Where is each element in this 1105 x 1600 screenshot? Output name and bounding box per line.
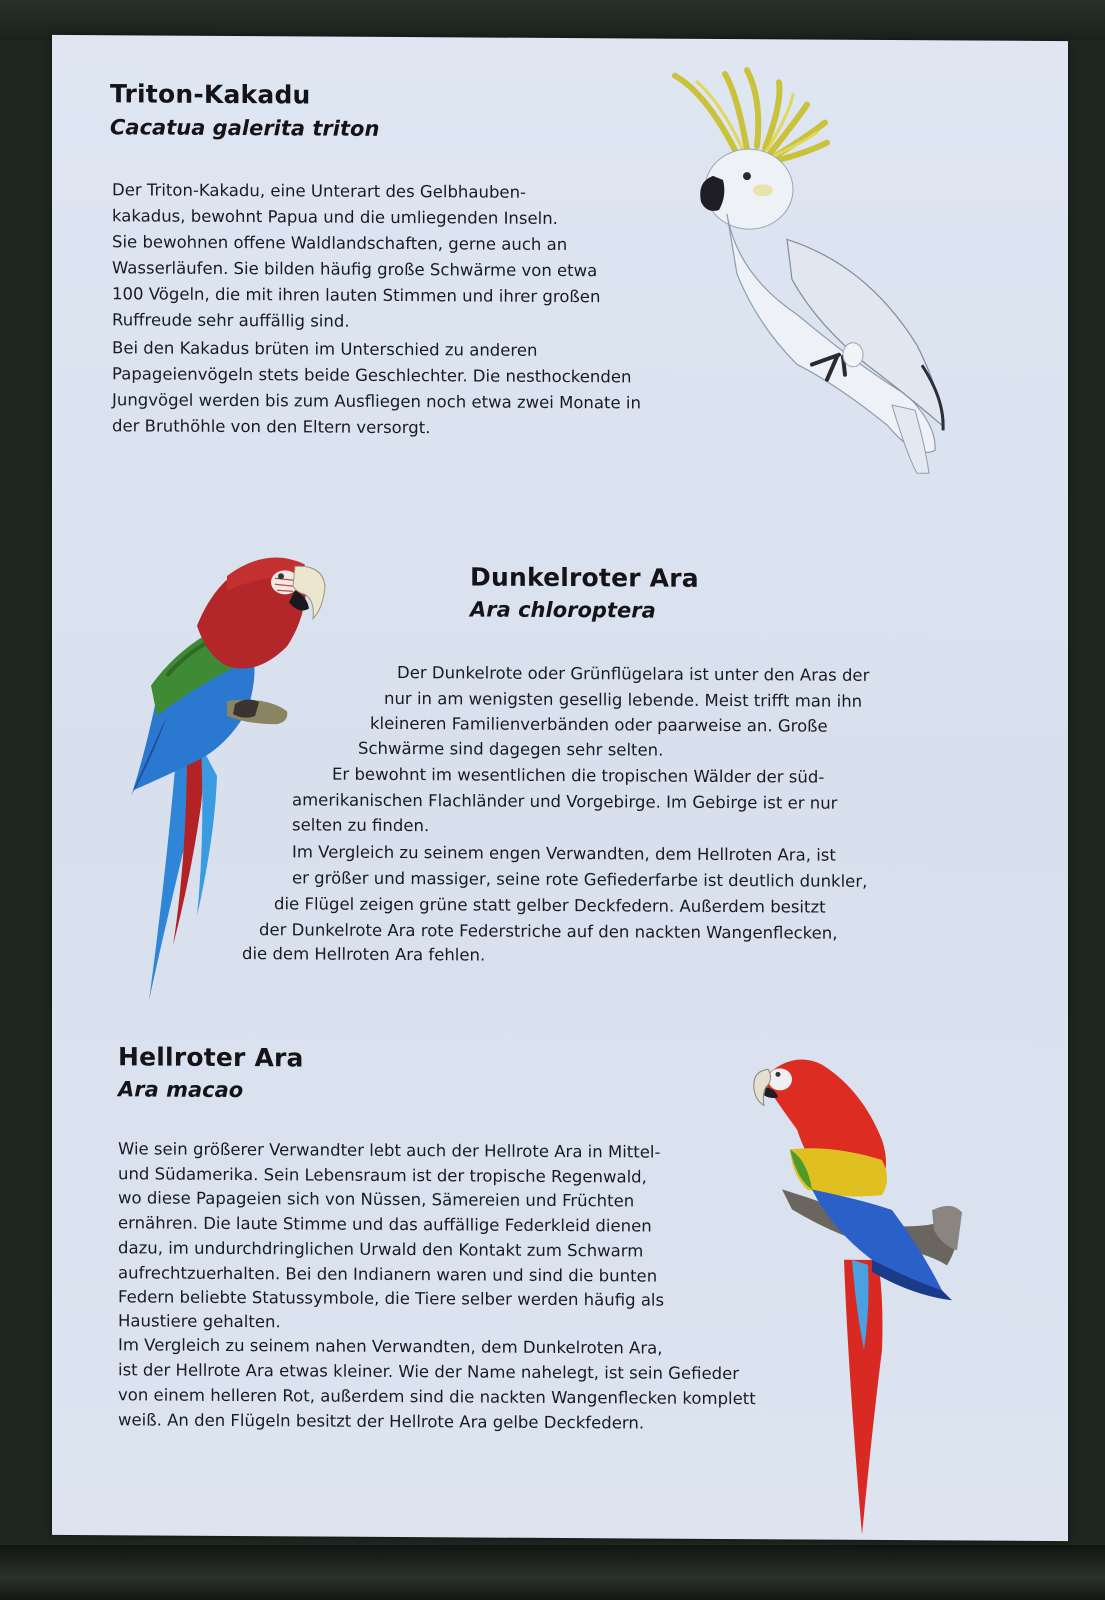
description-line: der Bruthöhle von den Eltern versorgt.	[112, 416, 431, 438]
description-line: ist der Hellrote Ara etwas kleiner. Wie der Name nahelegt, ist sein Gefieder	[118, 1360, 740, 1384]
common-name: Hellroter Ara	[118, 1042, 304, 1073]
description-line: und Südamerika. Sein Lebensraum ist der tropische Regenwald,	[118, 1164, 647, 1187]
description-line: 100 Vögeln, die mit ihren lauten Stimmen und ihrer großen	[112, 284, 601, 307]
description-line: kleineren Familienverbänden oder paarweise an. Große	[370, 713, 828, 736]
common-name: Dunkelroter Ara	[470, 562, 699, 593]
description-line: Im Vergleich zu seinem nahen Verwandten, dem Dunkelroten Ara,	[118, 1335, 663, 1358]
sulphur-crested-cockatoo-illustration	[667, 64, 967, 476]
description-line: kakadus, bewohnt Papua und die umliegenden Inseln.	[112, 206, 558, 228]
description-line: Papageienvögeln stets beide Geschlechter. Die nesthockenden	[112, 364, 632, 387]
description-line: die dem Hellroten Ara fehlen.	[242, 944, 486, 965]
description-line: Wasserläufen. Sie bilden häufig große Schwärme von etwa	[112, 258, 598, 281]
description-line: Bei den Kakadus brüten im Unterschied zu anderen	[112, 338, 538, 360]
description-line: dazu, im undurchdringlichen Urwald den Kontakt zum Schwarm	[118, 1238, 644, 1261]
description-line: Ruffreude sehr auffällig sind.	[112, 310, 350, 331]
scientific-name: Cacatua galerita triton	[110, 115, 380, 141]
info-sign	[52, 35, 1068, 1541]
description-line: Sie bewohnen offene Waldlandschaften, gerne auch an	[112, 232, 568, 255]
description-line: Der Dunkelrote oder Grünflügelara ist unter den Aras der	[397, 663, 870, 685]
common-name: Triton-Kakadu	[110, 79, 311, 110]
green-winged-macaw-illustration	[127, 515, 337, 1006]
description-line: Jungvögel werden bis zum Ausfliegen noch etwa zwei Monate in	[112, 390, 641, 413]
description-line: ernähren. Die laute Stimme und das auffällige Federkleid dienen	[118, 1213, 652, 1236]
description-line: von einem helleren Rot, außerdem sind die nackten Wangenflecken komplett	[118, 1385, 756, 1409]
description-line: selten zu finden.	[292, 815, 430, 836]
description-line: weiß. An den Flügeln besitzt der Hellrote Ara gelbe Deckfedern.	[118, 1410, 645, 1433]
sign-frame-top	[0, 0, 1105, 40]
description-line: der Dunkelrote Ara rote Federstriche auf den nackten Wangenflecken,	[259, 920, 838, 943]
description-line: Haustiere gehalten.	[118, 1311, 281, 1332]
description-line: Federn beliebte Statussymbole, die Tiere selber werden häufig als	[118, 1287, 665, 1310]
description-line: Er bewohnt im wesentlichen die tropischen Wälder der süd-	[332, 764, 825, 787]
description-line: nur in am wenigsten gesellig lebende. Meist trifft man ihn	[384, 688, 863, 711]
description-line: amerikanischen Flachländer und Vorgebirge. Im Gebirge ist er nur	[292, 790, 838, 813]
scarlet-macaw-illustration	[752, 1049, 972, 1540]
description-line: Schwärme sind dagegen sehr selten.	[358, 738, 664, 760]
description-line: die Flügel zeigen grüne statt gelber Deckfedern. Außerdem besitzt	[274, 894, 826, 917]
description-line: er größer und massiger, seine rote Gefiederfarbe ist deutlich dunkler,	[292, 868, 868, 891]
scientific-name: Ara chloroptera	[470, 597, 656, 623]
description-line: aufrechtzuerhalten. Bei den Indianern waren und sind die bunten	[118, 1263, 658, 1286]
description-line: Der Triton-Kakadu, eine Unterart des Gelbhauben-	[112, 180, 526, 202]
description-line: wo diese Papageien sich von Nüssen, Sämereien und Früchten	[118, 1188, 635, 1211]
description-line: Wie sein größerer Verwandter lebt auch der Hellrote Ara in Mittel-	[118, 1139, 661, 1162]
description-line: Im Vergleich zu seinem engen Verwandten, dem Hellroten Ara, ist	[292, 842, 836, 865]
scientific-name: Ara macao	[118, 1077, 244, 1103]
sign-frame-bottom	[0, 1545, 1105, 1600]
